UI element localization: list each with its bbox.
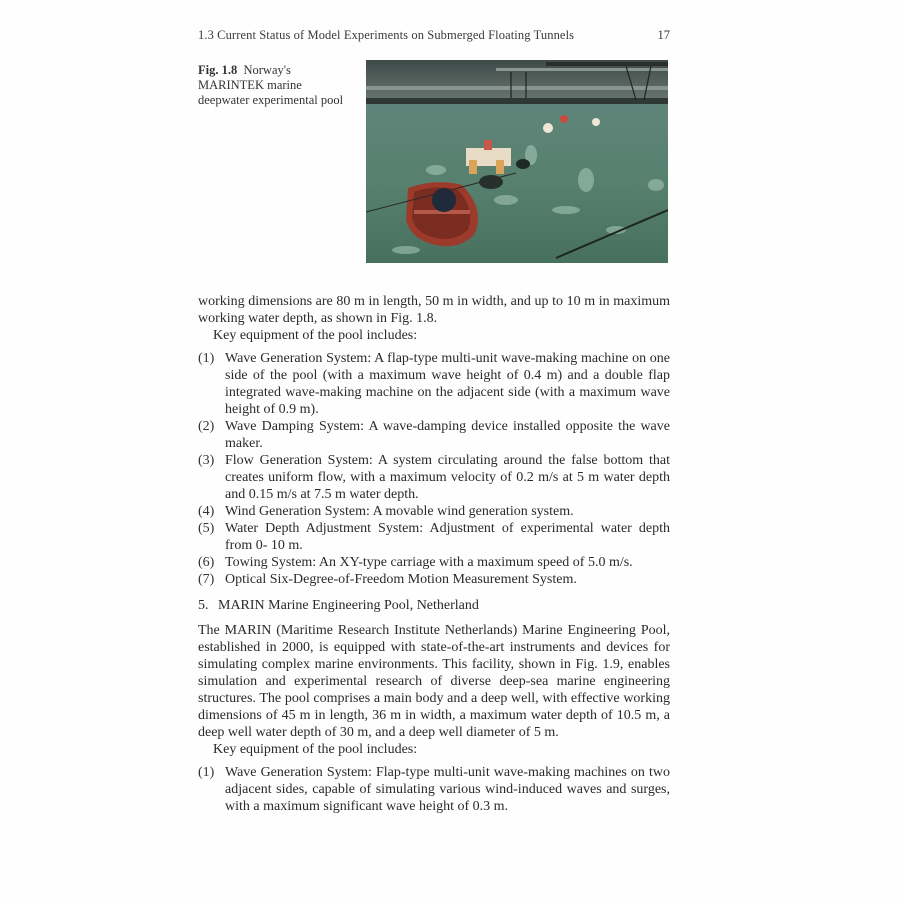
list-item: (6) Towing System: An XY-type carriage with a maximum speed of 5.0 m/s. [198,555,633,570]
list-item: (2) Wave Damping System: A wave-damping device installed opposite the wave maker. [198,419,670,451]
running-head [198,28,670,43]
list-item: (3) Flow Generation System: A system circulating around the false bottom that creates uniform flow, with a maximum velocity of 0.2 m/s at 5 m water depth and 0.15 m/s at 7.5 m water depth. [198,453,670,502]
key-equipment-lead-1: Key equipment of the pool includes: [213,328,418,343]
list-item: (7) Optical Six-Degree-of-Freedom Motion Measurement System. [198,572,577,587]
pool-photo-illustration [366,60,668,263]
marin-paragraph: The MARIN (Maritime Research Institute Netherlands) Marine Engineering Pool, established in 2000, is equipped with state-of-the-art instruments and devices for simulating complex marine environments. This facility, shown in Fig. 1.9, enables simulation and experimental research of diverse deep-sea marine engineering structures. The pool comprises a main body and a deep well, with effective working dimensions of 45 m in length, 36 m in width, a maximum water depth of 10.5 m, a deep well water depth of 30 m, and a deep well diameter of 5 m. [198,623,670,740]
figure-caption-text: Norway's MARINTEK marine deepwater experimental pool [198,63,344,107]
page-number: 17 [657,28,670,42]
marin-equipment-list [198,764,670,815]
list-item: (5) Water Depth Adjustment System: Adjustment of experimental water depth from 0- 10 m. [198,521,670,553]
list-item: (4) Wind Generation System: A movable wind generation system. [198,504,574,519]
figure-label: Fig. 1.8 [198,63,238,77]
figure-caption [198,63,348,108]
figure-photo-marintek-pool [366,60,668,263]
list-item: (1) Wave Generation System: A flap-type multi-unit wave-making machine on one side of the pool (with a maximum wave height of 0.4 m) and a double flap integrated wave-making machine on the adjacent side (with a maximum wave height of 0.9 m). [198,351,670,417]
key-equipment-lead-2: Key equipment of the pool includes: [213,742,418,757]
list-item: (1) Wave Generation System: Flap-type multi-unit wave-making machines on two adjacent sides, capable of simulating various wind-induced waves and surges, with a maximum significant wave height of 0.3 m. [198,765,670,814]
body-text [198,293,670,815]
subheading-marin: 5. MARIN Marine Engineering Pool, Netherland [198,598,479,613]
marintek-equipment-list [198,350,670,588]
section-title: 1.3 Current Status of Model Experiments on Submerged Floating Tunnels [198,28,575,42]
intro-paragraph: working dimensions are 80 m in length, 50 m in width, and up to 10 m in maximum working water depth, as shown in Fig. 1.8. [198,294,670,326]
